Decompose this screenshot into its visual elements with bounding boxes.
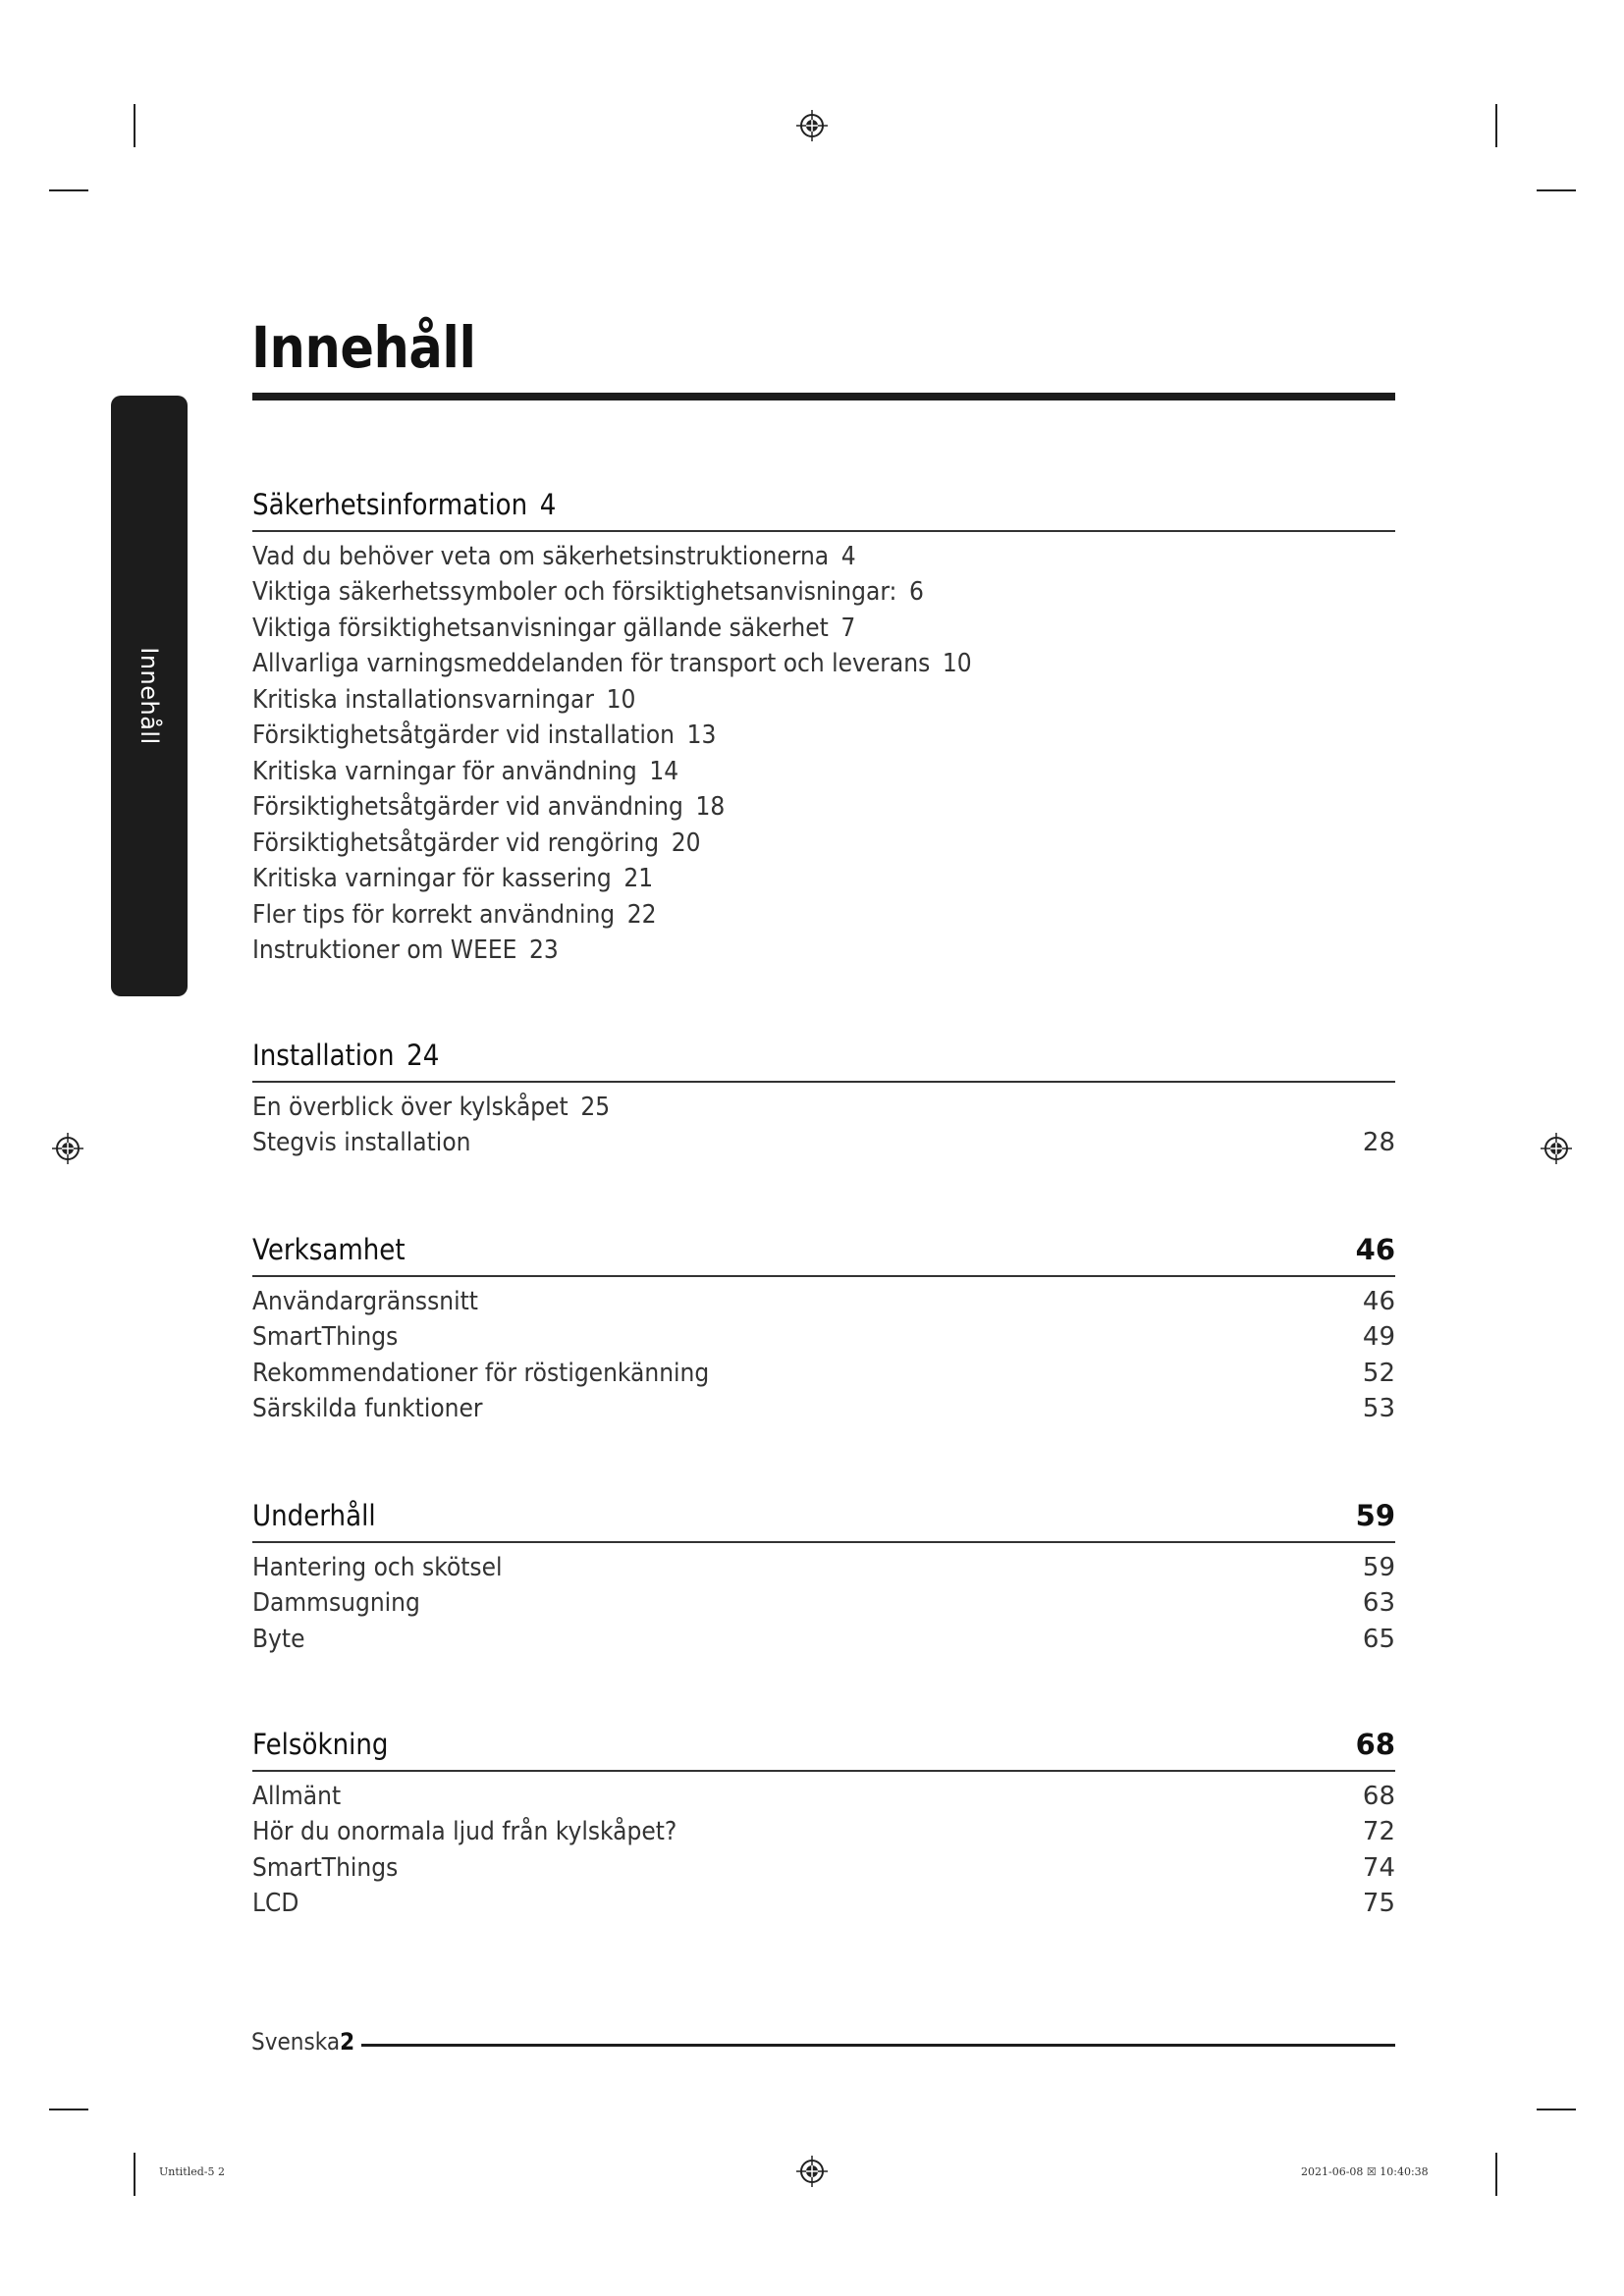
toc-entry[interactable] — [252, 1553, 1395, 1589]
toc-entry-title-wrap — [252, 1287, 478, 1316]
toc-entry-page-number: 10 — [606, 684, 636, 715]
section-title: Underhåll — [252, 1499, 376, 1532]
toc-entry[interactable] — [252, 864, 1395, 900]
registration-mark-icon — [1541, 1133, 1572, 1164]
toc-section — [252, 1039, 1395, 1164]
toc-entry-title-wrap — [252, 1889, 298, 1918]
toc-entry-title-wrap — [252, 792, 725, 822]
toc-entry-page-number: 74 — [1362, 1852, 1395, 1883]
toc-entry-title-wrap — [252, 1093, 610, 1122]
toc-entry-page-number: 10 — [942, 649, 972, 678]
toc-entry-page-number: 22 — [626, 899, 657, 930]
toc-entry-title: Dammsugning — [252, 1588, 420, 1618]
toc-entry-page-number: 75 — [1362, 1889, 1395, 1918]
toc-entry-title-wrap — [252, 649, 972, 678]
toc-entry-title: Viktiga försiktighetsanvisningar gällande säkerhet — [252, 613, 829, 643]
section-page-number: 24 — [406, 1039, 440, 1072]
crop-mark — [1495, 104, 1497, 147]
toc-entry-title: Vad du behöver veta om säkerhetsinstruktionerna — [252, 541, 830, 571]
toc-entry-page-number: 7 — [840, 613, 856, 643]
section-page-number: 46 — [1355, 1233, 1395, 1266]
toc-entry-title-wrap — [252, 935, 559, 965]
toc-entry-title-wrap — [252, 900, 657, 930]
toc-entry[interactable] — [252, 1625, 1395, 1661]
toc-entry-title: Stegvis installation — [252, 1128, 471, 1157]
toc-entry-title: Försiktighetsåtgärder vid användning — [252, 792, 683, 822]
toc-entry-page-number: 63 — [1362, 1588, 1395, 1618]
section-heading[interactable] — [252, 1728, 1395, 1761]
toc-entry[interactable] — [252, 792, 1395, 828]
section-heading[interactable] — [252, 1233, 1395, 1266]
toc-section — [252, 1728, 1395, 1925]
toc-entry[interactable] — [252, 1128, 1395, 1164]
toc-entry-title-wrap — [252, 1782, 341, 1811]
section-heading[interactable] — [252, 488, 1395, 521]
toc-entry-title: Särskilda funktioner — [252, 1394, 483, 1423]
registration-mark-icon — [52, 1133, 83, 1164]
toc-entry-page-number: 46 — [1362, 1286, 1395, 1316]
toc-entry-title: Hör du onormala ljud från kylskåpet? — [252, 1817, 677, 1846]
toc-entry-title: Fler tips för korrekt användning — [252, 899, 616, 930]
crop-mark — [1495, 2153, 1497, 2196]
toc-entry[interactable] — [252, 1093, 1395, 1129]
toc-entry-page-number: 14 — [649, 756, 679, 786]
toc-entry[interactable] — [252, 1394, 1395, 1430]
toc-entry-title-wrap — [252, 1588, 420, 1618]
toc-section — [252, 1499, 1395, 1660]
toc-entry-page-number: 6 — [909, 577, 924, 607]
toc-entry[interactable] — [252, 1817, 1395, 1853]
toc-entry-page-number: 18 — [695, 792, 726, 822]
toc-section — [252, 1233, 1395, 1430]
section-page-number: 4 — [539, 488, 557, 521]
toc-entry[interactable] — [252, 1359, 1395, 1395]
toc-entry[interactable] — [252, 1782, 1395, 1818]
toc-entry-title-wrap — [252, 757, 678, 786]
toc-entry[interactable] — [252, 757, 1395, 793]
toc-entry-page-number: 65 — [1362, 1624, 1395, 1654]
crop-mark — [1537, 189, 1576, 191]
toc-entry[interactable] — [252, 900, 1395, 936]
footer-rule — [361, 2044, 1395, 2047]
toc-entry-title-wrap — [252, 1853, 398, 1883]
toc-entry-title: Allvarliga varningsmeddelanden för transport och leverans — [252, 649, 931, 678]
section-title: Verksamhet — [252, 1233, 406, 1266]
toc-entry-title: Allmänt — [252, 1781, 342, 1811]
toc-entry-title: Hantering och skötsel — [252, 1552, 503, 1582]
toc-entry-title: Kritiska varningar för kassering — [252, 864, 612, 893]
toc-entry-title: Användargränssnitt — [252, 1286, 478, 1316]
section-rule — [252, 1081, 1395, 1083]
title-rule — [252, 393, 1395, 400]
page-footer — [251, 2028, 354, 2056]
page-title: Innehåll — [251, 314, 476, 381]
toc-entry-title-wrap — [252, 1322, 398, 1352]
section-page-number: 68 — [1355, 1728, 1395, 1761]
crop-mark — [134, 104, 135, 147]
toc-entry-title-wrap — [252, 577, 924, 607]
toc-entry-title-wrap — [252, 864, 653, 893]
toc-entry[interactable] — [252, 614, 1395, 650]
section-page-number: 59 — [1355, 1499, 1395, 1532]
toc-section — [252, 488, 1395, 972]
toc-entry-title: Rekommendationer för röstigenkänning — [252, 1358, 710, 1388]
toc-entry-page-number: 4 — [840, 541, 856, 571]
section-heading[interactable] — [252, 1039, 1395, 1072]
toc-entry-title-wrap — [252, 614, 855, 643]
footer-page-number: 2 — [340, 2028, 355, 2056]
toc-entry-page-number: 28 — [1362, 1128, 1395, 1157]
section-title — [252, 488, 556, 521]
toc-entry-page-number: 13 — [686, 721, 717, 750]
toc-entry-page-number: 49 — [1362, 1322, 1395, 1352]
toc-entry[interactable] — [252, 721, 1395, 757]
section-title — [252, 1039, 439, 1072]
toc-entry-title-wrap — [252, 828, 700, 858]
crop-mark — [49, 189, 88, 191]
toc-entry-title-wrap — [252, 685, 635, 715]
toc-entry-title-wrap — [252, 542, 856, 571]
toc-entry-title: Kritiska varningar för användning — [252, 756, 637, 786]
toc-entry[interactable] — [252, 685, 1395, 721]
print-slug-left: Untitled-5 2 — [159, 2165, 225, 2178]
toc-entry-title: Kritiska installationsvarningar — [252, 684, 595, 715]
toc-entry-title-wrap — [252, 1359, 709, 1388]
toc-entry-title: Viktiga säkerhetssymboler och försiktighetsanvisningar: — [252, 577, 897, 607]
registration-mark-icon — [796, 2156, 828, 2187]
crop-mark — [49, 2109, 88, 2110]
footer-language: Svenska — [251, 2028, 341, 2056]
section-title-text: Säkerhetsinformation — [252, 488, 528, 521]
toc-entry-title-wrap — [252, 1553, 503, 1582]
toc-entry-title-wrap — [252, 1625, 304, 1654]
section-rule — [252, 1275, 1395, 1277]
toc-entry[interactable] — [252, 935, 1395, 972]
toc-entry-title-wrap — [252, 721, 716, 750]
toc-entry[interactable] — [252, 1889, 1395, 1925]
toc-entry-title-wrap — [252, 1128, 470, 1157]
toc-entry-title: SmartThings — [252, 1852, 399, 1883]
section-heading[interactable] — [252, 1499, 1395, 1532]
toc-entry[interactable] — [252, 1853, 1395, 1890]
toc-entry-page-number: 23 — [529, 935, 559, 965]
toc-entry-page-number: 68 — [1362, 1781, 1395, 1811]
section-title: Felsökning — [252, 1728, 389, 1761]
section-rule — [252, 1770, 1395, 1772]
toc-entry[interactable] — [252, 1287, 1395, 1323]
section-title-text: Installation — [252, 1039, 395, 1072]
section-rule — [252, 530, 1395, 532]
toc-entry-page-number: 20 — [671, 828, 701, 858]
toc-entry-title-wrap — [252, 1394, 482, 1423]
toc-entry-page-number: 59 — [1362, 1552, 1395, 1582]
toc-entry-title: En överblick över kylskåpet — [252, 1092, 568, 1122]
toc-entry-title: Försiktighetsåtgärder vid installation — [252, 721, 676, 750]
crop-mark — [134, 2153, 135, 2196]
toc-entry[interactable] — [252, 1588, 1395, 1625]
toc-entry[interactable] — [252, 577, 1395, 614]
toc-entry-title: Byte — [252, 1624, 305, 1654]
toc-entry[interactable] — [252, 649, 1395, 685]
crop-mark — [1537, 2109, 1576, 2110]
toc-entry[interactable] — [252, 1322, 1395, 1359]
side-tab-label: Innehåll — [135, 647, 163, 745]
toc-entry-page-number: 52 — [1362, 1358, 1395, 1388]
toc-entry-title-wrap — [252, 1817, 677, 1846]
print-slug-right: 2021-06-08 ☒ 10:40:38 — [1301, 2165, 1429, 2178]
toc-entry-title: LCD — [252, 1889, 299, 1918]
toc-entry-title: Försiktighetsåtgärder vid rengöring — [252, 828, 660, 858]
registration-mark-icon — [796, 110, 828, 141]
toc-entry-page-number: 53 — [1362, 1394, 1395, 1423]
toc-entry[interactable] — [252, 828, 1395, 865]
toc-entry-title: Instruktioner om WEEE — [252, 935, 517, 965]
toc-entry-title: SmartThings — [252, 1322, 399, 1352]
toc-entry-page-number: 25 — [580, 1092, 611, 1122]
toc-entry[interactable] — [252, 542, 1395, 578]
toc-entry-page-number: 72 — [1362, 1817, 1395, 1846]
toc-entry-page-number: 21 — [623, 864, 654, 893]
section-rule — [252, 1541, 1395, 1543]
